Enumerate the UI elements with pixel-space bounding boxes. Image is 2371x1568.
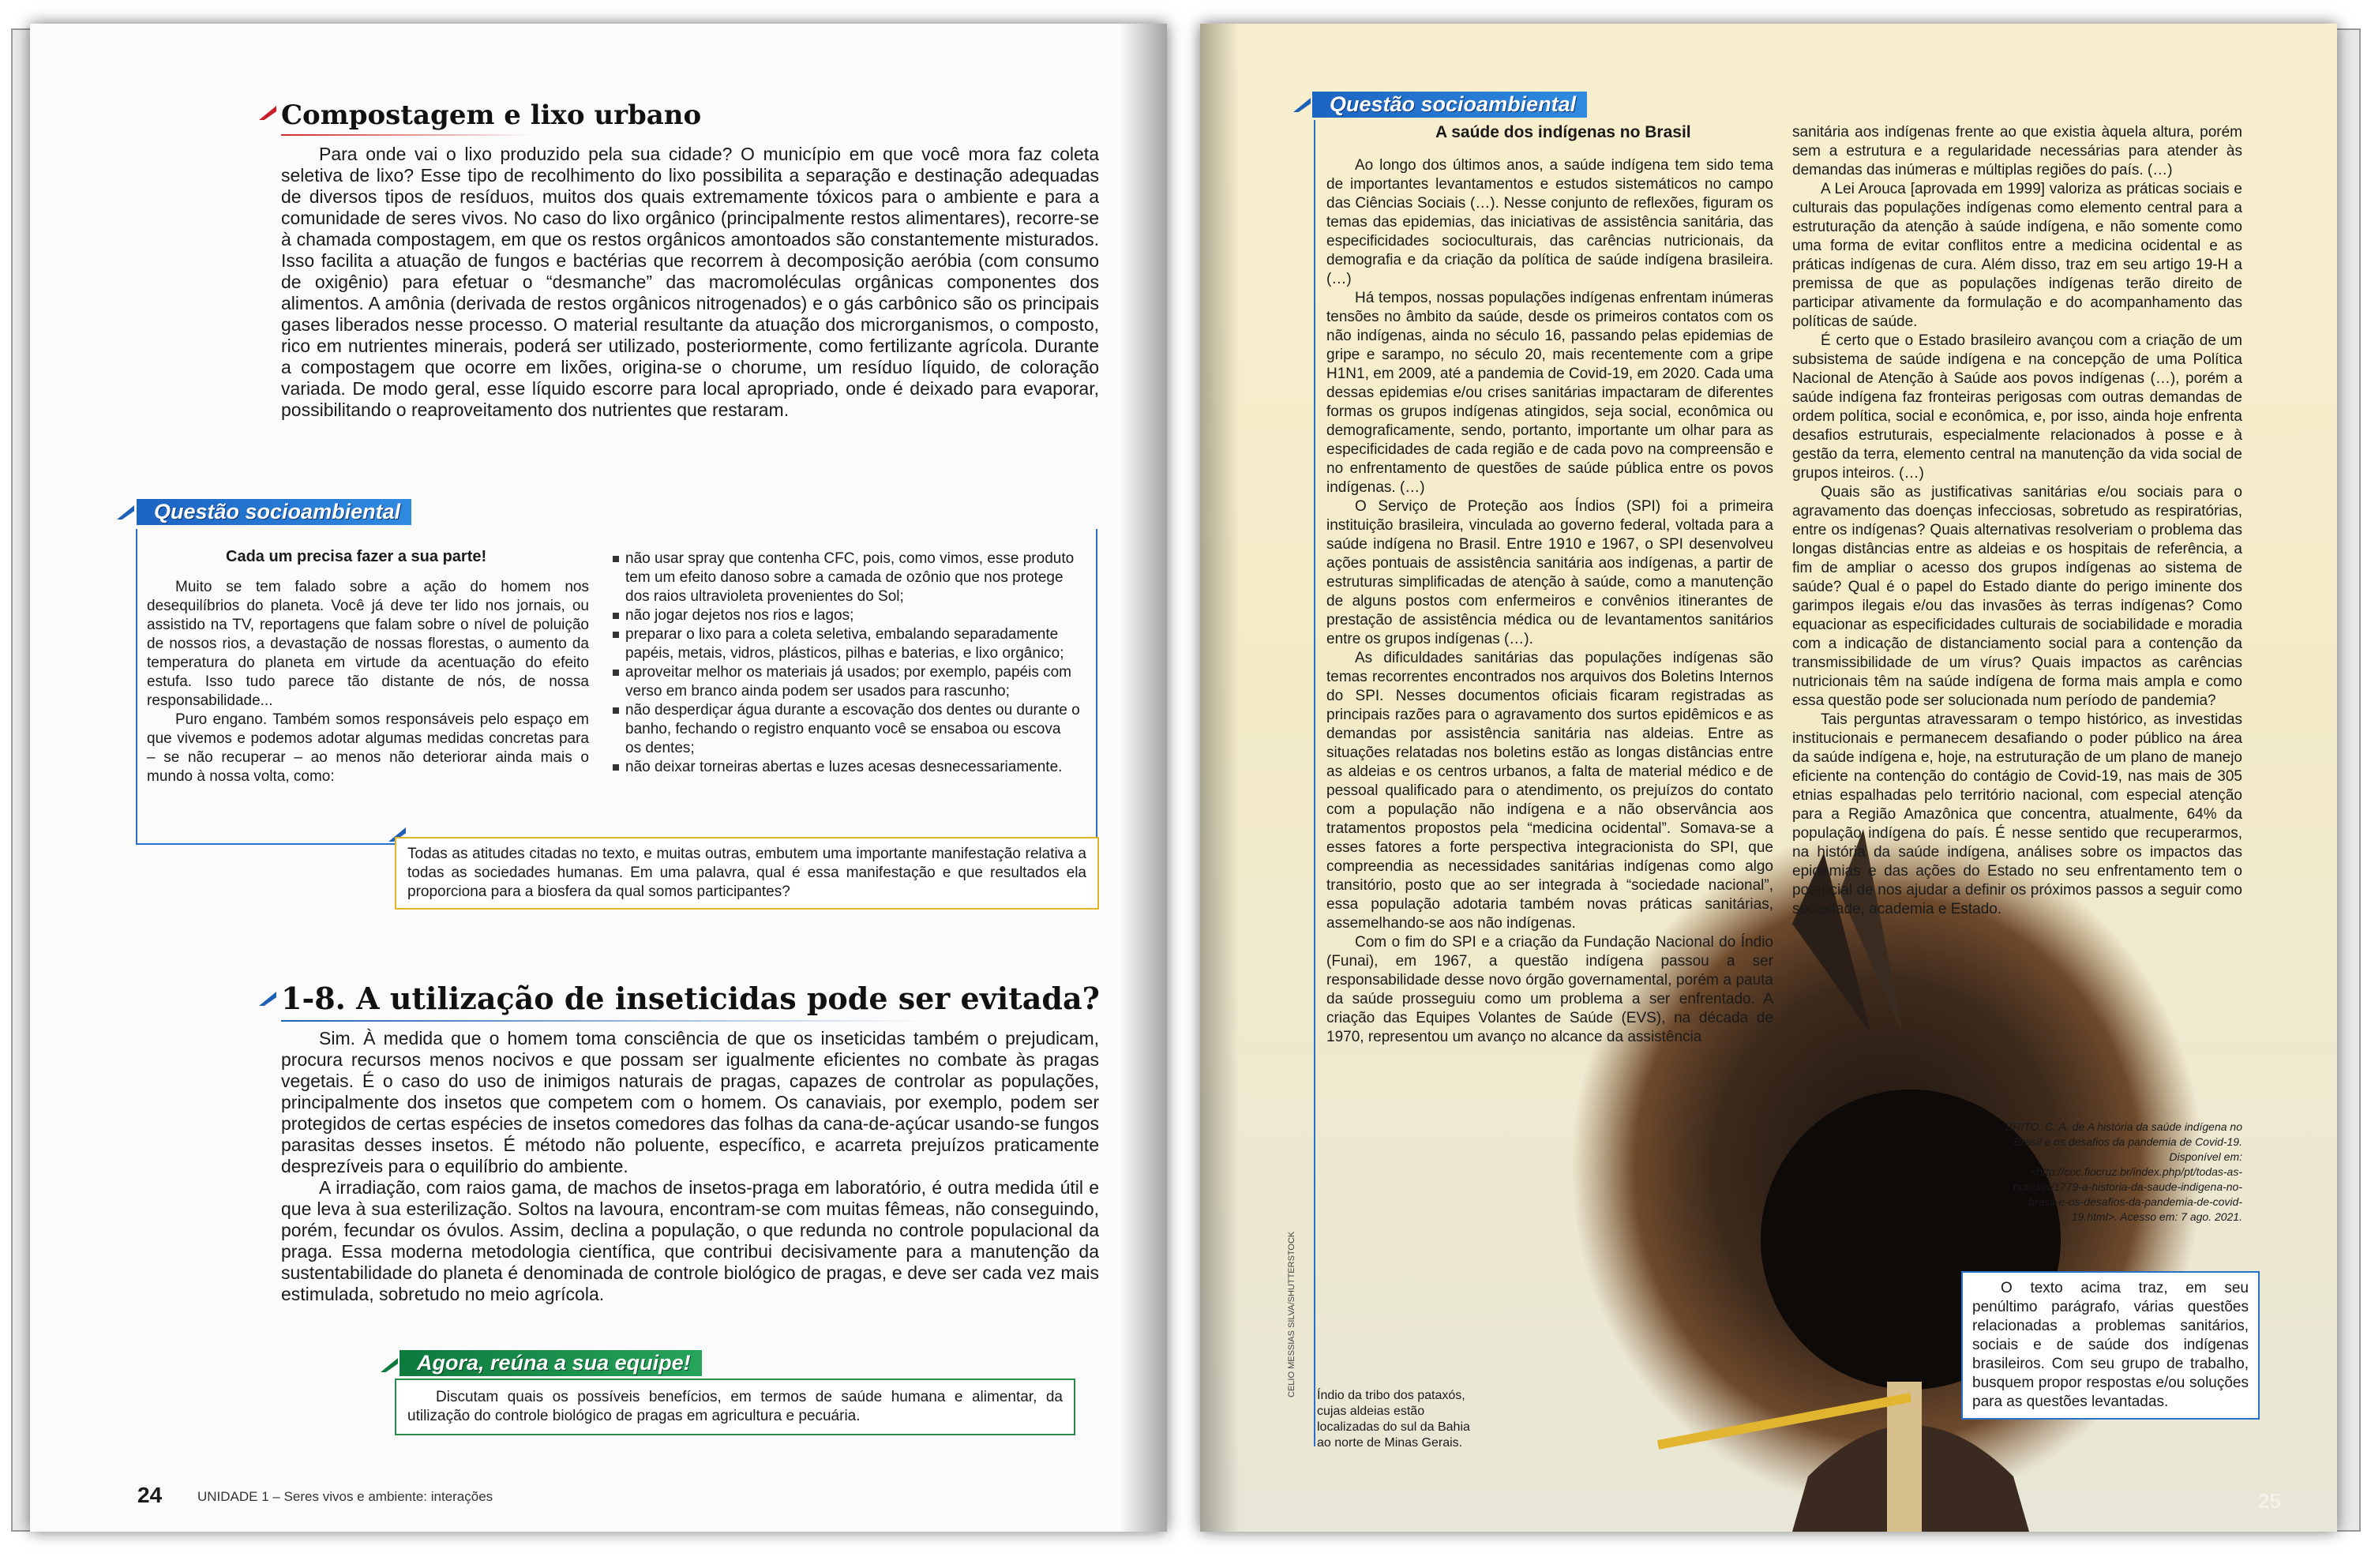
right-column-2: sanitária aos indígenas frente ao que existia àquela altura, porém sem a estrutura e a regularidade necessárias para atender às demandas das inúmeras e múltiplas regiões do país. (…) A Lei Arouca [aprovada em 1999] valoriza as práticas sociais e culturais das populações indígenas como elemento central para a estruturação da atenção à saúde indígena, e não somente como uma forma de evitar conflitos entre a medicina ocidental e as práticas indígenas de cura. Além disso, traz em seu artigo 19-H a premissa de que as populações indígenas terão direito de participar ativamente da formulação e do acompanhamento das políticas de saúde. É certo que o Estado brasileiro avançou com a criação de um subsistema de saúde indígena e na concepção de uma Política Nacional de Atenção à Saúde aos povos indígenas (…), porém a saúde indígena faz fronteiras perigosas com outras demandas de ordem política, social e econômica, e, por isso, ainda hoje enfrenta desafios estruturais, especialmente relacionados à posse e à gestão da terra, elemento central na manutenção da vida social de grupos inteiros. (…) Quais são as justificativas sanitárias e/ou sociais para o agravamento das doenças infecciosas, sobretudo as respiratórias, entre os indígenas? Quais alternativas resolveriam o problema das longas distâncias entre as aldeias e os hospitais de referência, a fim de ampliar o acesso dos grupos indígenas ao sistema de saúde? Qual é o papel do Estado diante do perigo iminente dos garimpos ilegais e/ou das invasões às terras indígenas? Como equacionar as especificidades culturais de sociabilidade e moradia com a indicação de distanciamento social para a contenção da transmissibilidade de um vírus? Quais impactos as carências nutricionais têm na saúde indígena de forma mais ampla e como essa questão pode ser solucionada num período de pandemia? Tais perguntas atravessaram o tempo histórico, as investidas institucionais e permanecem desafiando o poder público na área da saúde indígena e, hoje, na estruturação de um plano de manejo eficiente na contenção do contágio de Covid-19, nas mais de 305 etnias espalhadas pelo território nacional, com especial atenção para a Região Amazônica que concentra, atualmente, 64% da população indígena do país. É nesse sentido que recuperarmos, na história da saúde indígena, análises sobre os impactos das epidemias e das ações do Estado no seu enfrentamento tem o potencial de nos ajudar a definir os próximos passos a seguir como sociedade, academia e Estado. (1792, 124, 2242, 917)
agora-box: Discutam quais os possíveis benefícios, em termos de saúde humana e alimentar, da utilização do controle biológico de pragas em agricultura e pecuária. (395, 1379, 1075, 1435)
right-gutter-shadow (1200, 24, 1240, 1532)
inseticidas-text: Sim. À medida que o homem toma consciência de que os inseticidas também o prejudicam, procura recursos menos nocivos e que possam ser igualmente eficientes no combate às pragas vegetais. É o caso do uso de inimigos naturais de pragas, capazes de controlar as populações, principalmente dos insetos que competem com o homem. Os canaviais, por exemplo, podem ser protegidos de certas espécies de insetos comedores das folhas da cana-de-açúcar usando-se fungos parasitas desses insetos. É método não poluente, específico, e acarreta prejuízos praticamente desprezíveis para o equilíbrio do ambiente. A irradiação, com raios gama, de machos de insetos-praga em laboratório, é outra medida útil e que leva à sua esterilização. Soltos na lavoura, encontram-se com muitas fêmeas, não conseguindo, porém, fecundar os óvulos. Assim, declina a população, o que redunda no controle populacional da praga. Essa moderna metodologia científica, que contribui decisivamente para a manutenção da sustentabilidade do planeta é denominada de controle biológico de pragas, e deve ser cada vez mais estimulada, sobretudo no meio agrícola. (281, 1028, 1099, 1304)
section-marker-icon (259, 106, 276, 120)
compost-title-underline (281, 134, 534, 136)
list-item: não jogar dejetos nos rios e lagos; (611, 606, 1080, 625)
questao-bullet-list (611, 550, 1080, 777)
questao-left-column: Muito se tem falado sobre a ação do homem nos desequilíbrios do planeta. Você já deve ter lido nos jornais, ou assistido na TV, reportagens que falam sobre o nível de poluição de nossos rios, a devastação de nossas florestas, o aumento da temperatura do planeta em virtude da acentuação do efeito estufa. Isso tudo parece tão distante de nós, de nossa responsabilidade... Puro engano. Também somos responsáveis pelo espaço em que vivemos e podemos adotar algumas medidas concretas para – se não recuperar – ao menos não deteriorar ainda mais o mundo à nossa volta, como: (147, 579, 589, 785)
questao-marker-icon (1293, 98, 1311, 112)
compost-title: Compostagem e lixo urbano (281, 99, 702, 131)
right-page-number: 25 (2258, 1489, 2281, 1513)
left-gutter-shadow (1120, 24, 1167, 1532)
inseticidas-marker-icon (259, 992, 276, 1006)
left-page (30, 24, 1167, 1532)
photo-credit: CELIO MESSIAS SILVA/SHUTTERSTOCK (1287, 1231, 1296, 1397)
list-item: não usar spray que contenha CFC, pois, como vimos, esse produto tem um efeito danoso sobre a camada de ozônio que nos protege dos raios ultravioleta provenientes do Sol; (611, 550, 1080, 606)
reference: BRITO, C. A. de A história da saúde indígena no Brasil e os desafios da pandemia de Covid-19. Disponível em: <http://coc.fiocruz.br/index.php/pt/todas-as-noticias/1779-a-historia-da-saude-indigena-no-brasil-e-os-desafios-da-pandemia-de-covid-19.html>. Acesso em: 7 ago. 2021. (2005, 1120, 2242, 1223)
inseticidas-title: 1-8. A utilização de inseticidas pode ser evitada? (281, 981, 1100, 1016)
right-question-box: O texto acima traz, em seu penúltimo parágrafo, várias questões relacionadas a problemas sanitários, sociais e de saúde dos indígenas brasileiros. Com seu grupo de trabalho, busquem propor respostas e/ou soluções para as questões levantadas. (1961, 1271, 2260, 1420)
list-item: não desperdiçar água durante a escovação dos dentes ou durante o banho, fechando o registro enquanto você se ensaboa ou escova os dentes; (611, 701, 1080, 758)
questao-question-box: Todas as atitudes citadas no texto, e muitas outras, embutem uma importante manifestação relativa a todas as sociedades humanas. Em uma palavra, qual é essa manifestação e que resultados ela proporciona para a biosfera da qual somos participantes? (395, 837, 1099, 910)
right-questao-tab: Questão socioambiental (1312, 92, 1587, 118)
agora-marker-icon (381, 1358, 398, 1372)
questao-marker-icon (117, 505, 134, 520)
inseticidas-title-underline (281, 1020, 929, 1022)
list-item: não deixar torneiras abertas e luzes acesas desnecessariamente. (611, 758, 1080, 777)
questao-tab: Questão socioambiental (137, 499, 411, 525)
unit-label: UNIDADE 1 – Seres vivos e ambiente: interações (197, 1489, 493, 1504)
right-column-1: Ao longo dos últimos anos, a saúde indígena tem sido tema de importantes levantamentos e estudos sistemáticos no campo das Ciências Sociais (…). Nesse conjunto de reflexões, figuram os temas das epidemias, das iniciativas de assistência sanitária, das especificidades socioculturais, das carências nutricionais, da demografia e da criação da política de saúde indígena brasileira. (…) Há tempos, nossas populações indígenas enfrentam inúmeras tensões no âmbito da saúde, desde os primeiros contatos com os não indígenas, ainda no século 16, passando pelas epidemias de gripe e sarampo, no século 20, mais recentemente com a gripe H1N1, em 2009, até a pandemia de Covid-19, em 2020. Cada uma dessas epidemias e/ou crises sanitárias impactaram de diferentes formas os grupos indígenas atingidos, seja social, econômica ou demograficamente, sendo, portanto, importante um olhar para as especificidades de cada região e de cada povo na compreensão e no enfrentamento de questões de saúde pública entre os povos indígenas. (…) O Serviço de Proteção aos Índios (SPI) foi a primeira instituição brasileira, vinculada ao governo federal, voltada para a saúde indígena no Brasil. Entre 1910 e 1967, o SPI desenvolveu ações pontuais de assistência sanitária aos indígenas, a partir de estruturas simplificadas de atenção à saúde, como a manutenção de alguns postos com enfermeiros e convênios itinerantes de prestação de assistência médica ou de levantamentos sanitários entre os grupos indígenas (…). As dificuldades sanitárias das populações indígenas são temas recorrentes encontrados nos arquivos dos Boletins Internos do SPI. Nesses documentos oficiais ficaram registradas as principais razões para o agravamento dos surtos epidêmicos e as demandas por assistência sanitária nas aldeias. Entre as situações relatadas nos boletins estão as longas distâncias entre as aldeias e os centros urbanos, a falta de material médico e de pessoal qualificado para o atendimento, os prejuízos do contato com a população não indígena e a não observância aos tratamentos propostos pela “medicina ocidental”. Somava-se a esses fatores a forte perspectiva integracionista do SPI, que compreendia as necessidades sanitárias indígenas como algo transitório, posto que ao ser integrada à “sociedade nacional”, essa população adotaria também novas práticas sanitárias, assemelhando-se aos não indígenas. Com o fim do SPI e a criação da Fundação Nacional do Índio (Funai), em 1967, a questão indígena passou a ser responsabilidade desse novo órgão governamental, porém a pauta da saúde prosseguiu como um problema a ser enfrentado. A criação das Equipes Volantes de Saúde (EVS), na década de 1970, representou um avanço no alcance da assistência (1326, 157, 1773, 1045)
list-item: preparar o lixo para a coleta seletiva, embalando separadamente papéis, metais, vidros, plásticos, pilhas e baterias, e lixo orgânico; (611, 625, 1080, 663)
photo-caption: Índio da tribo dos pataxós, cujas aldeias estão localizadas do sul da Bahia ao norte de Minas Gerais. (1317, 1389, 1470, 1450)
page-number: 24 (137, 1483, 163, 1507)
questao-heading: Cada um precisa fazer a sua parte! (226, 548, 487, 565)
right-heading: A saúde dos indígenas no Brasil (1435, 123, 1691, 141)
compost-paragraph: Para onde vai o lixo produzido pela sua cidade? O município em que você mora faz coleta seletiva de lixo? Esse tipo de recolhimento do lixo possibilita a separação e destinação adequadas de diversos tipos de resíduos, muitos dos quais extremamente tóxicos para o ambiente e para a comunidade de seres vivos. No caso do lixo orgânico (principalmente restos alimentares), recorre-se à chamada compostagem, em que os restos orgânicos amontoados são constantemente misturados. Isso facilita a atuação de fungos e bactérias que recorrem à decomposição aeróbia (com consumo de oxigênio) para efetuar o “desmanche” das macromoléculas orgânicas componentes dos alimentos. A amônia (derivada de restos orgânicos nitrogenados) e o gás carbônico são os principais gases liberados nesse processo. O material resultante da atuação dos microrganismos, o composto, rico em nutrientes minerais, poderá ser utilizado, posteriormente, como fertilizante agrícola. Durante a compostagem que ocorre em lixões, origina-se o chorume, um resíduo líquido, de coloração variada. De modo geral, esse líquido escorre para local apropriado, onde é deixado para evaporar, possibilitando o reaproveitamento dos nutrientes que restaram. (281, 144, 1099, 420)
questao-right-column (611, 550, 1080, 777)
list-item: aproveitar melhor os materiais já usados; por exemplo, papéis com verso em branco ainda podem ser usados para rascunho; (611, 663, 1080, 701)
right-page (1200, 24, 2337, 1532)
agora-tab: Agora, reúna a sua equipe! (400, 1350, 702, 1376)
